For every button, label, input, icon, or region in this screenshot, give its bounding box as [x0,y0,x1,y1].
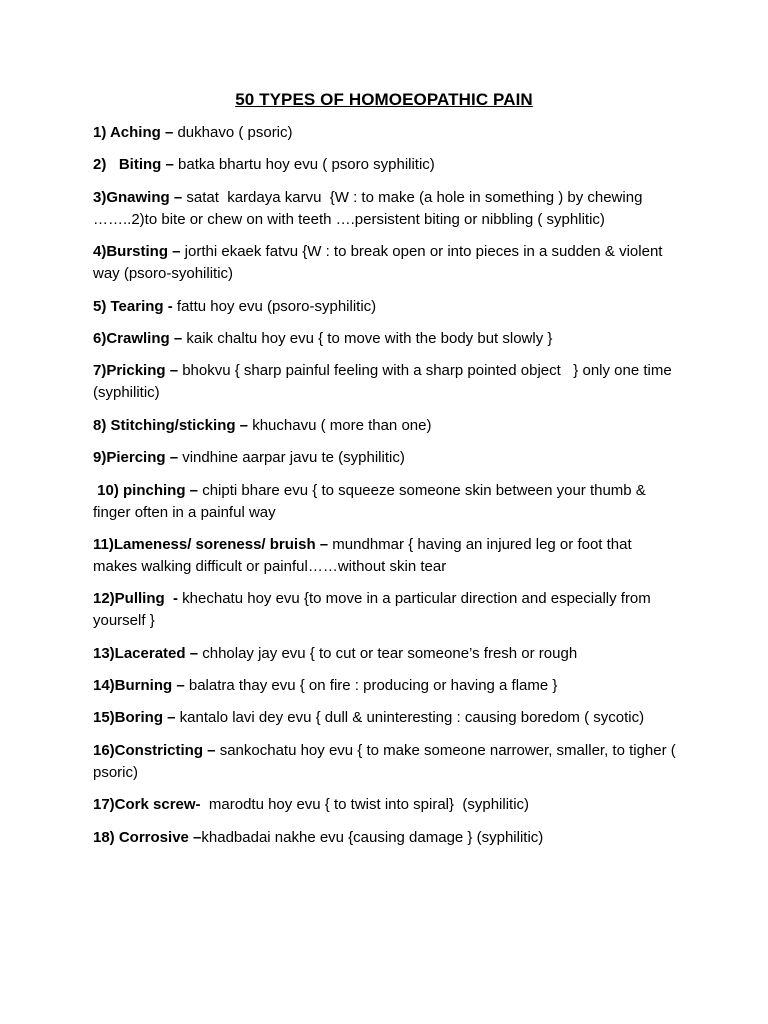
list-item [93,447,678,469]
list-item [93,794,678,816]
pain-term: 3)Gnawing – [93,188,183,206]
pain-term: 5) Tearing - [93,297,173,315]
pain-term: 16)Constricting – [93,741,216,759]
page-title: 50 TYPES OF HOMOEOPATHIC PAIN [235,90,533,109]
pain-term: 6)Crawling – [93,329,183,347]
pain-term: 8) Stitching/sticking – [93,416,249,434]
list-item [93,296,678,318]
pain-type-list [93,122,678,859]
pain-description: bhokvu { sharp painful feeling with a sharp pointed object } only one time (syphilitic) [93,362,676,402]
pain-description: khuchavu ( more than one) [248,416,432,434]
list-item [93,827,678,849]
list-item [93,241,678,285]
list-item [93,360,678,404]
pain-description: fattu hoy evu (psoro-syphilitic) [172,297,377,315]
pain-term: 1) Aching – [93,124,174,141]
list-item [93,534,678,578]
pain-description: khadbadai nakhe evu {causing damage } (syphilitic) [201,828,544,846]
pain-description: dukhavo ( psoric) [173,124,293,141]
pain-term: 14)Burning – [93,677,185,695]
pain-description: kantalo lavi dey evu { dull & uninteresting : causing boredom ( sycotic) [175,709,645,727]
pain-description: satat kardaya karvu {W : to make (a hole in something ) by chewing ……..2)to bite or chew on with teeth ….persistent biting or nibbling ( syphlitic) [93,188,647,228]
pain-term: 2) Biting – [93,156,174,174]
pain-description: kaik chaltu hoy evu { to move with the body but slowly } [182,329,553,347]
list-item [93,643,678,665]
pain-term: 13)Lacerated – [93,644,199,662]
list-item [93,707,678,729]
pain-description: chipti bhare evu { to squeeze someone skin between your thumb & finger often in a painful way [93,481,650,521]
list-item [93,328,678,350]
pain-term: 10) pinching – [93,481,199,499]
list-item [93,122,678,144]
pain-term: 17)Cork screw- [93,796,201,814]
list-item [93,480,678,524]
pain-description: chholay jay evu { to cut or tear someone’s fresh or rough [198,644,578,662]
pain-description: vindhine aarpar javu te (syphilitic) [178,449,405,467]
pain-description: batka bhartu hoy evu ( psoro syphilitic) [173,156,435,174]
pain-term: 15)Boring – [93,709,176,727]
pain-term: 9)Piercing – [93,449,179,467]
list-item [93,740,678,784]
list-item [93,675,678,697]
pain-description: balatra thay evu { on fire : producing or having a flame } [184,677,558,695]
pain-description: marodtu hoy evu { to twist into spiral} (syphilitic) [200,796,530,814]
pain-term: 11)Lameness/ soreness/ bruish – [93,535,329,553]
list-item [93,415,678,437]
pain-term: 18) Corrosive – [93,828,202,846]
pain-term: 4)Bursting – [93,243,181,261]
pain-term: 12)Pulling - [93,590,179,608]
list-item [93,187,678,231]
pain-description: sankochatu hoy evu { to make someone narrower, smaller, to tigher ( psoric) [93,741,680,781]
pain-description: mundhmar { having an injured leg or foot that makes walking difficult or painful……without skin tear [93,535,636,575]
pain-description: khechatu hoy evu {to move in a particular direction and especially from yourself } [93,590,655,630]
list-item [93,154,678,176]
pain-description: jorthi ekaek fatvu {W : to break open or into pieces in a sudden & violent way (psoro-syohilitic) [93,243,667,283]
pain-term: 7)Pricking – [93,362,179,380]
list-item [93,588,678,632]
